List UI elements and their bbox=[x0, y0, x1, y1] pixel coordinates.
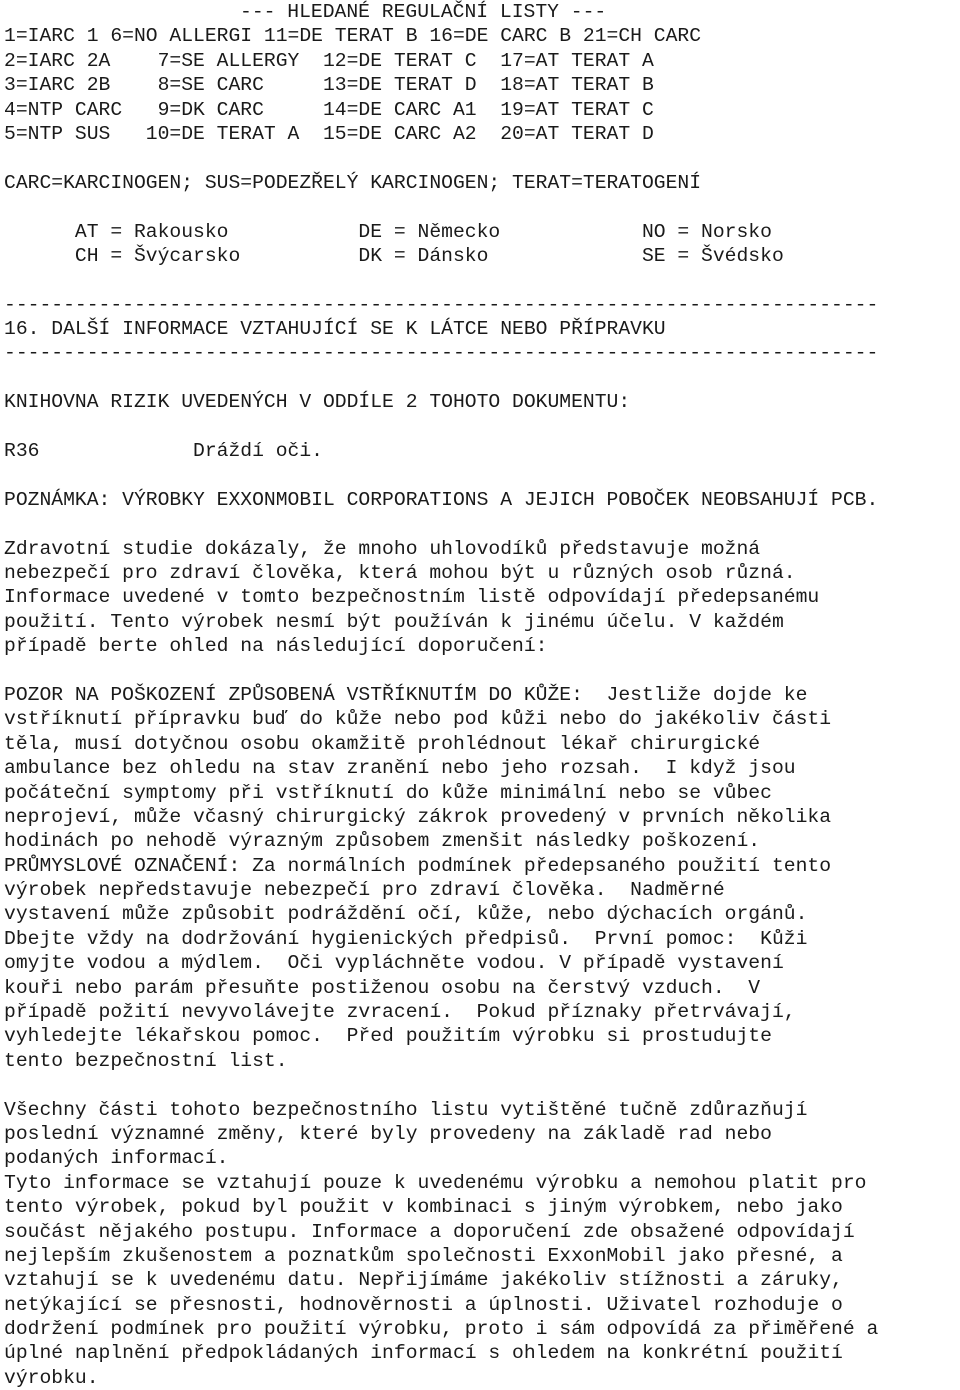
text-line: Tyto informace se vztahují pouze k uvedenému výrobku a nemohou platit pro bbox=[4, 1171, 867, 1194]
text-line: počáteční symptomy při vstříknutí do kůže minimální nebo se vůbec bbox=[4, 781, 772, 804]
text-line: výrobku. bbox=[4, 1366, 99, 1389]
country-legend bbox=[4, 220, 960, 269]
text-line: případě požití nevyvolávejte zvracení. Pokud příznaky přetrvávají, bbox=[4, 1001, 796, 1024]
text-line: vystavení může způsobit podráždění očí, kůže, nebo dýchacích orgánů. bbox=[4, 903, 808, 926]
text-line: Dbejte vždy na dodržování hygienických předpisů. První pomoc: Kůži bbox=[4, 927, 808, 950]
text-line: nejlepším zkušenostem a poznatkům společnosti ExxonMobil jako přesné, a bbox=[4, 1244, 843, 1267]
text-line: vstříknutí přípravku buď do kůže nebo pod kůži nebo do jakékoliv části bbox=[4, 708, 832, 731]
text-line: vztahují se k uvedenému datu. Nepřijímáme jakékoliv stížnosti a záruky, bbox=[4, 1269, 843, 1292]
document-page bbox=[4, 0, 960, 1390]
text-line: podaných informací. bbox=[4, 1147, 229, 1170]
risk-phrase: R36 Dráždí oči. bbox=[4, 440, 323, 463]
text-line: výrobek nepředstavuje nebezpečí pro zdraví člověka. Nadměrné bbox=[4, 879, 725, 902]
abbreviations-line: CARC=KARCINOGEN; SUS=PODEZŘELÝ KARCINOGEN; TERAT=TERATOGENÍ bbox=[4, 171, 702, 194]
regulation-row: 5=NTP SUS 10=DE TERAT A 15=DE CARC A2 20=AT TERAT D bbox=[4, 122, 654, 145]
separator-line: -------------------------------------------------------------------------- bbox=[4, 293, 879, 316]
country-row: CH = Švýcarsko DK = Dánsko SE = Švédsko bbox=[4, 244, 784, 267]
text-line: PRŮMYSLOVÉ OZNAČENÍ: Za normálních podmínek předepsaného použití tento bbox=[4, 854, 832, 877]
text-line: hodinách po nehodě výrazným způsobem zmenšit následky poškození. bbox=[4, 830, 761, 853]
pcb-note: POZNÁMKA: VÝROBKY EXXONMOBIL CORPORATIONS A JEJICH POBOČEK NEOBSAHUJÍ PCB. bbox=[4, 488, 879, 511]
regulation-table bbox=[4, 24, 960, 146]
section-title: 16. DALŠÍ INFORMACE VZTAHUJÍCÍ SE K LÁTCE NEBO PŘÍPRAVKU bbox=[4, 318, 666, 341]
text-line: POZOR NA POŠKOZENÍ ZPŮSOBENÁ VSTŘÍKNUTÍM DO KŮŽE: Jestliže dojde ke bbox=[4, 683, 808, 706]
health-paragraph bbox=[4, 537, 960, 659]
regulation-row: 4=NTP CARC 9=DK CARC 14=DE CARC A1 19=AT TERAT C bbox=[4, 98, 654, 121]
list-header: --- HLEDANÉ REGULAČNÍ LISTY --- bbox=[240, 1, 607, 23]
text-line: omyjte vodou a mýdlem. Oči vypláchněte vodou. V případě vystavení bbox=[4, 952, 784, 975]
text-line: poslední významné změny, které byly provedeny na základě rad nebo bbox=[4, 1122, 772, 1145]
text-line: netýkající se přesnosti, hodnověrnosti a úplnosti. Uživatel rozhoduje o bbox=[4, 1293, 843, 1316]
text-line: Informace uvedené v tomto bezpečnostním listě odpovídají předepsanému bbox=[4, 586, 820, 609]
text-line: dodržení podmínek pro použití výrobku, proto i sám odpovídá za přiměřené a bbox=[4, 1318, 879, 1341]
text-line: tento bezpečnostní list. bbox=[4, 1049, 288, 1072]
separator-line: -------------------------------------------------------------------------- bbox=[4, 342, 879, 365]
text-line: případě berte ohled na následující doporučení: bbox=[4, 635, 548, 658]
text-line: neprojeví, může včasný chirurgický zákrok provedený v prvních několika bbox=[4, 805, 832, 828]
text-line: vyhledejte lékařskou pomoc. Před použitím výrobku si prostudujte bbox=[4, 1025, 772, 1048]
text-line: těla, musí dotyčnou osobu okamžitě prohlédnout lékař chirurgické bbox=[4, 732, 761, 755]
regulation-row: 1=IARC 1 6=NO ALLERGI 11=DE TERAT B 16=DE CARC B 21=CH CARC bbox=[4, 25, 702, 48]
text-line: nebezpečí pro zdraví člověka, která mohou být u různých osob různá. bbox=[4, 561, 796, 584]
regulation-row: 2=IARC 2A 7=SE ALLERGY 12=DE TERAT C 17=AT TERAT A bbox=[4, 49, 654, 72]
text-line: úplné naplnění předpokládaných informací s ohledem na konkrétní použití bbox=[4, 1342, 843, 1365]
text-line: tento výrobek, pokud byl použit v kombinaci s jiným výrobkem, nebo jako bbox=[4, 1196, 843, 1219]
closing-paragraph bbox=[4, 1098, 960, 1390]
regulation-row: 3=IARC 2B 8=SE CARC 13=DE TERAT D 18=AT TERAT B bbox=[4, 74, 654, 97]
injection-paragraph bbox=[4, 683, 960, 1073]
text-line: ambulance bez ohledu na stav zranění nebo jeho rozsah. I když jsou bbox=[4, 757, 796, 780]
risk-library-heading: KNIHOVNA RIZIK UVEDENÝCH V ODDÍLE 2 TOHOTO DOKUMENTU: bbox=[4, 391, 631, 414]
text-line: Všechny části tohoto bezpečnostního listu vytištěné tučně zdůrazňují bbox=[4, 1098, 808, 1121]
country-row: AT = Rakousko DE = Německo NO = Norsko bbox=[4, 220, 772, 243]
text-line: použití. Tento výrobek nesmí být používán k jinému účelu. V každém bbox=[4, 610, 784, 633]
text-line: Zdravotní studie dokázaly, že mnoho uhlovodíků představuje možná bbox=[4, 537, 761, 560]
text-line: součást nějakého postupu. Informace a doporučení zde obsažené odpovídají bbox=[4, 1220, 855, 1243]
text-line: kouři nebo parám přesuňte postiženou osobu na čerstvý vzduch. V bbox=[4, 976, 761, 999]
